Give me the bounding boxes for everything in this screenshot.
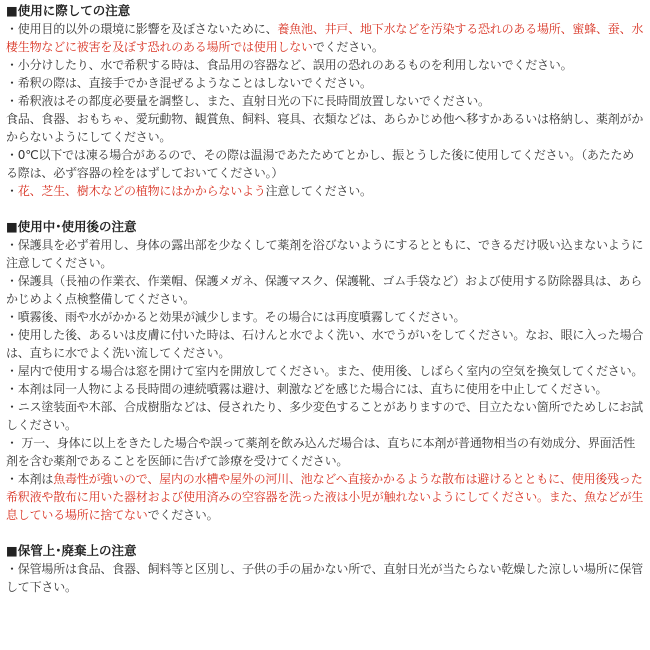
warning-text: 養魚池、井戸、地下水などを汚染する恐れのある場所、蜜蜂、蚕、水棲生物などに被害を及ぼす恐れのある場所では使用しない <box>6 22 644 54</box>
warning-text: 魚毒性が強いので、屋内の水槽や屋外の河川、池などへ直接かかるような散布は避けるとともに、使用後残った希釈液や散布に用いた器材および使用済みの空容器を洗った液は小児が触れないようにしてください。また、魚などが生息している場所に捨てない <box>6 472 644 522</box>
precaution-item <box>6 380 644 398</box>
body-text: ・屋内で使用する場合は窓を開けて室内を開放してください。また、使用後、しばらく室内の空気を換気してください。 <box>6 364 644 378</box>
body-text: ・本剤は同一人物による長時間の連続噴霧は避け、刺激などを感じた場合には、直ちに使用を中止してください。 <box>6 382 608 396</box>
body-text: ・噴霧後、雨や水がかかると効果が減少します。その場合には再度噴霧してください。 <box>6 310 466 324</box>
body-text: ・希釈液はその都度必要量を調整し、また、直射日光の下に長時間放置しないでください。 <box>6 94 490 108</box>
section-heading: ■使用に際しての注意 <box>6 3 131 18</box>
section-usage-precautions <box>6 2 644 200</box>
precaution-item <box>6 272 644 308</box>
body-text: ・保護具（長袖の作業衣、作業帽、保護メガネ、保護マスク、保護靴、ゴム手袋など）および使用する防除器具は、あらかじめよく点検整備してください。 <box>6 274 643 306</box>
body-text: ・本剤は <box>6 472 54 486</box>
body-text: ・ニス塗装面や木部、合成樹脂などは、侵されたり、多少変色することがありますので、目立たない箇所でためしにお試しください。 <box>6 400 643 432</box>
body-text: ・保管場所は食品、食器、飼料等と区別し、子供の手の届かない所で、直射日光が当たらない乾燥した涼しい場所に保管して下さい。 <box>6 562 643 594</box>
precaution-item <box>6 560 644 596</box>
precaution-item <box>6 434 644 470</box>
body-text: でください。 <box>147 508 219 522</box>
body-text: でください。 <box>312 40 384 54</box>
precaution-item <box>6 110 644 146</box>
body-text: 食品、食器、おもちゃ、愛玩動物、観賞魚、飼料、寝具、衣類などは、あらかじめ他へ移すかあるいは格納し、薬剤がかからないようにしてください。 <box>6 112 644 144</box>
body-text: ・使用目的以外の環境に影響を及ぼさないために、 <box>6 22 278 36</box>
precaution-item <box>6 326 644 362</box>
body-text: ・0℃以下では凍る場合があるので、その際は温湯であたためてとかし、振とうした後に使用してください。（あたためる際は、必ず容器の栓をはずしておいてください。） <box>6 148 635 180</box>
warning-text: 花、芝生、樹木などの植物にはかからないよう <box>17 184 266 198</box>
section-heading: ■使用中･使用後の注意 <box>6 219 137 234</box>
section-during-after-use-precautions <box>6 218 644 524</box>
precaution-item <box>6 20 644 56</box>
precaution-item <box>6 146 644 182</box>
body-text: ・保護具を必ず着用し、身体の露出部を少なくして薬剤を浴びないようにするとともに、できるだけ吸い込まないように注意してください。 <box>6 238 644 270</box>
section-heading: ■保管上･廃棄上の注意 <box>6 543 137 558</box>
body-text: ・小分けしたり、水で希釈する時は、食品用の容器など、誤用の恐れのあるものを利用しないでください。 <box>6 58 573 72</box>
precaution-item <box>6 182 644 200</box>
precaution-item <box>6 470 644 524</box>
body-text: ・ 万一、身体に以上をきたした場合や誤って薬剤を飲み込んだ場合は、直ちに本剤が普通物相当の有効成分、界面活性剤を含む薬剤であることを医師に告げて診療を受けてください。 <box>6 436 636 468</box>
section-storage-disposal-precautions <box>6 542 644 596</box>
body-text: ・希釈の際は、直接手でかき混ぜるようなことはしないでください。 <box>6 76 372 90</box>
precaution-item <box>6 308 644 326</box>
body-text: ・使用した後、あるいは皮膚に付いた時は、石けんと水でよく洗い、水でうがいをしてください。なお、眼に入った場合は、直ちに水でよく洗い流してください。 <box>6 328 644 360</box>
precaution-item <box>6 56 644 74</box>
precaution-item <box>6 92 644 110</box>
body-text: ・ <box>6 184 18 198</box>
body-text: 注意してください。 <box>265 184 372 198</box>
precaution-item <box>6 362 644 380</box>
precaution-item <box>6 236 644 272</box>
precaution-item <box>6 74 644 92</box>
precaution-item <box>6 398 644 434</box>
